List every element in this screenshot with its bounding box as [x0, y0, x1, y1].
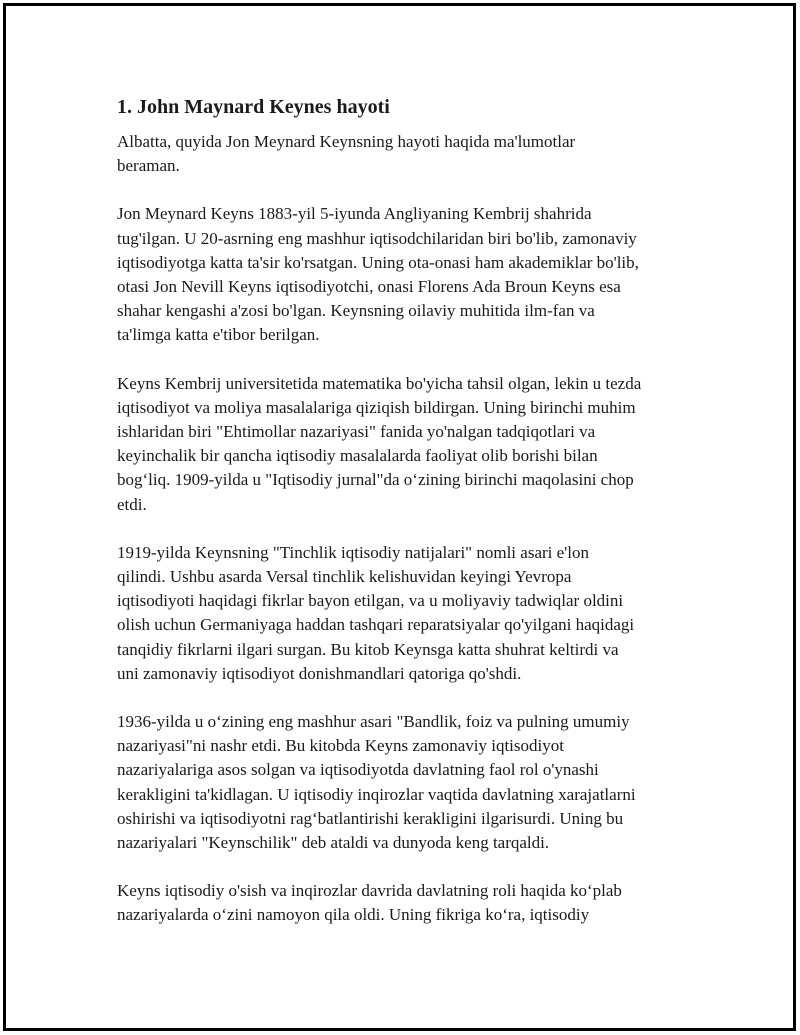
paragraph-intro: Albatta, quyida Jon Meynard Keynsning hayoti haqida ma'lumotlar beraman. [117, 132, 576, 176]
document-body [117, 94, 692, 952]
paragraph-1919: 1919-yilda Keynsning "Tinchlik iqtisodiy natijalari" nomli asari e'lon qilindi. Ushbu asarda Versal tinchlik kelishuvidan keyingi Yevropa iqtisodiyoti haqidagi fikrlar bayon etilgan, va u moliyaviy tadwiqlar oldini olish uchun Germaniyaga haddan tashqari reparatsiyalar qo'yilgani haqidagi tanqidiy fikrlarni ilgari surgan. Bu kitob Keynsga katta shuhrat keltirdi va uni zamonaviy iqtisodiyot donishmandlari qatoriga qo'shdi. [117, 542, 635, 683]
paragraph-education: Keyns Kembrij universitetida matematika bo'yicha tahsil olgan, lekin u tezda iqtisodiyot va moliya masalalariga qiziqish bildirgan. Uning birinchi muhim ishlaridan biri "Ehtimollar nazariyasi" fanida yo'nalgan tadqiqotlari va keyinchalik bir qancha iqtisodiy masalalarda faoliyat olib borishi bilan bog‘liq. 1909-yilda u "Iqtisodiy jurnal"da o‘zining birinchi maqolasini chop etdi. [117, 373, 642, 514]
section-heading: 1. John Maynard Keynes hayoti [117, 96, 390, 118]
paragraph-birth: Jon Meynard Keyns 1883-yil 5-iyunda Angliyaning Kembrij shahrida tug'ilgan. U 20-asrning eng mashhur iqtisodchilaridan biri bo'lib, zamonaviy iqtisodiyotga katta ta'sir ko'rsatgan. Uning ota-onasi ham akademiklar bo'lib, otasi Jon Nevill Keyns iqtisodiyotchi, onasi Florens Ada Broun Keyns esa shahar kengashi a'zosi bo'lgan. Keynsning oilaviy muhitida ilm-fan va ta'limga katta e'tibor berilgan. [117, 204, 639, 345]
paragraph-state-role: Keyns iqtisodiy o'sish va inqirozlar davrida davlatning roli haqida ko‘plab nazariyalarda o‘zini namoyon qila oldi. Uning fikriga ko‘ra, iqtisodiy [117, 881, 622, 925]
paragraph-1936: 1936-yilda u o‘zining eng mashhur asari "Bandlik, foiz va pulning umumiy nazariyasi"ni nashr etdi. Bu kitobda Keyns zamonaviy iqtisodiyot nazariyalariga asos solgan va iqtisodiyotda davlatning faol rol o'ynashi kerakligini ta'kidlagan. U iqtisodiy inqirozlar vaqtida davlatning xarajatlarni oshirishi va iqtisodiyotni rag‘batlantirishi kerakligini ilgarisurdi. Uning bu nazariyalari "Keynschilik" deb ataldi va dunyoda keng tarqaldi. [117, 712, 636, 853]
